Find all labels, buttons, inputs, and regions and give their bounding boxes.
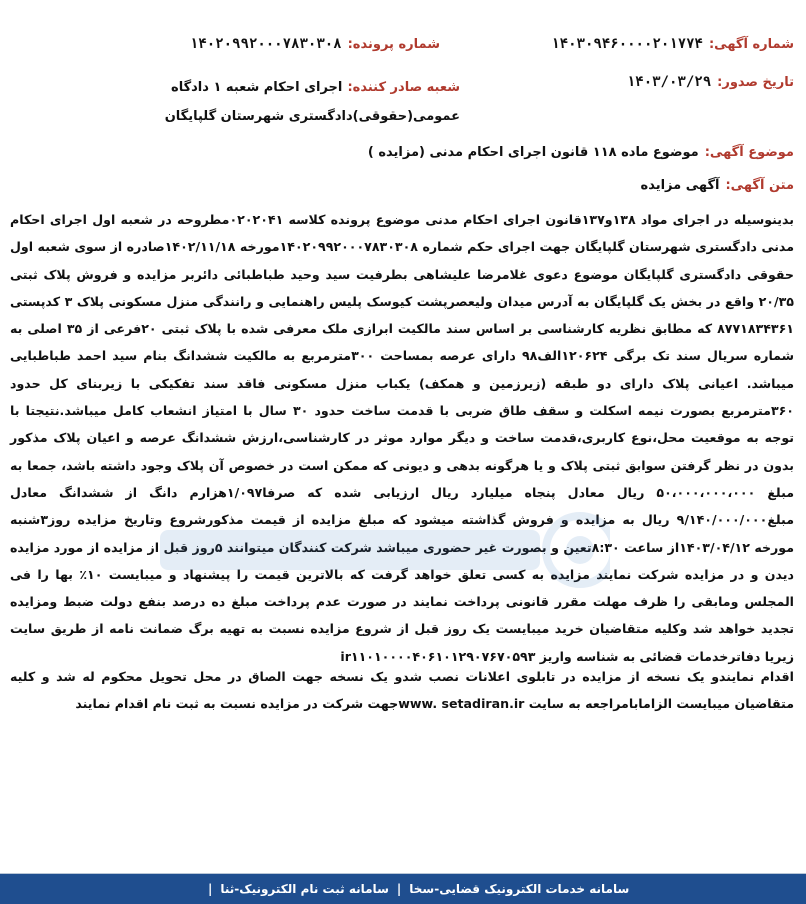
notice-body-paragraph-1: بدینوسیله در اجرای مواد ۱۳۸و۱۳۷قانون اجرای احکام مدنی موضوع پرونده کلاسه ۰۲۰۲۰۴۱مطروحه در شعبه اول اجرای احکام مدنی دادگستری شهرستان گلپایگان جهت اجرای حکم شماره ۱۴۰۲۰۹۹۲۰۰۰۷۸۳۰۳۰۸مورخه ۱۴۰۲/۱۱/۱۸صادره از سوی شعبه اول حقوقی دادگستری گلپایگان موضوع دعوی غلامرضا علیشاهی بطرفیت سید وحید طباطبائی دائربر مزایده و فروش پلاک ثبتی ۲۰/۳۵ واقع در بخش یک گلپایگان به آدرس میدان ولیعصرپشت کیوسک پلیس راهنمایی و رانندگی منزل مسکونی پلاک ۳ کدپستی ۸۷۷۱۸۳۴۳۶۱ که مطابق نظریه کارشناسی بر اساس سند مالکیت ابرازی ملک معرفی شده با پلاک ثبتی ۲۰فرعی از ۳۵ اصلی به شماره سریال سند تک برگی ۱۲۰۶۲۴الف۹۸ دارای عرصه بمساحت ۳۰۰مترمربع به مالکیت ششدانگ بنام سید احمد طباطبایی میباشد. اعیانی پلاک دارای دو طبقه (زیرزمین و همکف) یکباب منزل مسکونی فاقد سند تفکیکی با زیربنای کل حدود ۳۶۰مترمربع بصورت نیمه اسکلت و سقف طاق ضربی با قدمت ساخت حدود ۳۰ سال با امتیاز انشعاب کامل میباشد.نتیجتا با توجه به موقعیت محل،نوع کاربری،قدمت ساخت و دیگر موارد موثر در کارشناسی،ارزش ششدانگ عرصه و اعیان پلاک مذکور بدون در نظر گرفتن سوابق ثبتی پلاک و یا هرگونه بدهی و دیونی که ممکن است در خصوص آن پلاک وجود داشته باشد، جمعا به مبلغ ۵۰،۰۰۰،۰۰۰،۰۰۰ ریال معادل پنجاه میلیارد ریال ارزیابی شده که صرفا۱/۰۹۷هزارم دانگ از ششدانگ معادل مبلغ۹/۱۴۰/۰۰۰/۰۰۰ ریال به مزایده و فروش گذاشته میشود که مبلغ مزایده از قیمت مذکورشروع وتاریخ مزایده روز۳شنبه مورخه ۱۴۰۳/۰۴/۱۲از ساعت ۸:۳۰تعین و بصورت غیر حضوری میباشد شرکت کنندگان میتوانند ۵روز قبل از مزایده از مورد مزایده دیدن و در مزایده شرکت نمایند مزایده به کسی تعلق خواهد گرفت که بالاترین قیمت را پیشنهاد و میبایست ۱۰٪ بها را فی المجلس ومابقی را ظرف مهلت مقرر قانونی پرداخت نمایند در صورت عدم پرداخت مبلغ ده درصد بنفع دولت ضبط ومزایده تجدید خواهد شد وکلیه متقاضیان خرید میبایست یک روز قبل از شروع مزایده نسبت به تهیه برگ ضمانت نامه از طریق سایت زیریا دفاترخدمات قضائی به شناسه واریز ir۱۱۰۱۰۰۰۰۴۰۶۱۰۱۲۹۰۷۶۷۰۵۹۳ xyxy=(10,212,795,664)
notice-body-paragraph-2: اقدام نمایندو یک نسخه از مزایده در تابلوی اعلانات نصب شدو یک نسخه جهت الصاق در محل تحویل محکوم له شد و کلیه متقاضیان میبایست الزامابامراجعه به سایت www. setadiran.irجهت شرکت در مزایده نسبت به ثبت نام اقدام نمایند xyxy=(10,669,794,712)
text-header-label: متن آگهی: xyxy=(725,178,794,193)
footer-bar xyxy=(0,874,806,904)
issue-date-label: تاریخ صدور: xyxy=(717,75,794,90)
branch-label: شعبه صادر کننده: xyxy=(347,80,460,95)
footer-separator: | xyxy=(396,882,402,896)
file-number-field xyxy=(190,36,440,52)
branch-field xyxy=(70,72,460,130)
issue-date-field xyxy=(627,74,794,90)
file-number-label: شماره پرونده: xyxy=(347,37,440,52)
ad-number-label: شماره آگهی: xyxy=(708,37,794,52)
ad-number-value: ۱۴۰۳۰۹۴۶۰۰۰۰۲۰۱۷۷۴ xyxy=(551,36,703,52)
text-header-value: آگهی مزایده xyxy=(640,178,720,193)
footer-separator-end: | xyxy=(208,882,213,896)
subject-label: موضوع آگهی: xyxy=(704,145,794,160)
text-header-field xyxy=(641,178,794,193)
subject-value: موضوع ماده ۱۱۸ قانون اجرای احکام مدنی (مزایده ) xyxy=(367,145,699,160)
issue-date-value: ۱۴۰۳/۰۳/۲۹ xyxy=(626,74,712,90)
subject-field xyxy=(368,145,794,160)
ad-number-field xyxy=(551,36,794,52)
file-number-value: ۱۴۰۲۰۹۹۲۰۰۰۷۸۳۰۳۰۸ xyxy=(189,36,342,52)
footer-link-sana[interactable]: سامانه ثبت نام الکترونیک-ثنا xyxy=(220,882,389,896)
branch-value: اجرای احکام شعبه ۱ دادگاه عمومی(حقوقی)دادگستری شهرستان گلپایگان xyxy=(164,80,460,124)
footer-link-sakha[interactable]: سامانه خدمات الکترونیک قضایی-سخا xyxy=(409,882,630,896)
